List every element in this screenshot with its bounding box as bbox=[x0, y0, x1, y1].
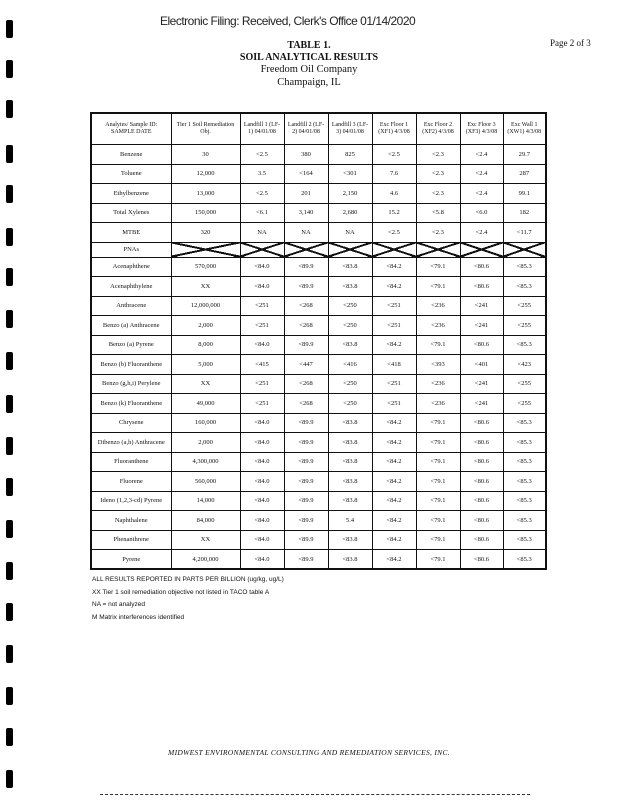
result-cell: <84.0 bbox=[240, 511, 284, 531]
result-cell: <250 bbox=[328, 296, 372, 316]
column-header: Landfill 2 (LF-2) 04/01/08 bbox=[284, 113, 328, 145]
result-cell: 2,000 bbox=[171, 316, 240, 336]
table-row bbox=[91, 316, 546, 336]
result-cell: <401 bbox=[460, 355, 503, 375]
result-cell: 160,000 bbox=[171, 413, 240, 433]
result-cell: <84.2 bbox=[372, 257, 416, 277]
result-cell: 99.1 bbox=[503, 184, 546, 204]
result-cell: <83.8 bbox=[328, 472, 372, 492]
analyte-name: Benzo (a) Anthracene bbox=[91, 316, 171, 336]
analyte-name: Fluorene bbox=[91, 472, 171, 492]
result-cell: <84.0 bbox=[240, 550, 284, 570]
table-row bbox=[91, 511, 546, 531]
result-cell: <2.5 bbox=[372, 223, 416, 243]
result-cell: 4,200,000 bbox=[171, 550, 240, 570]
note-xx: XX Tier 1 soil remediation objective not listed in TACO table A bbox=[92, 588, 270, 596]
analyte-name: Ethylbenzene bbox=[91, 184, 171, 204]
result-cell: <84.0 bbox=[240, 530, 284, 550]
table-header-row bbox=[91, 113, 546, 145]
analyte-name: Benzo (a) Pyrene bbox=[91, 335, 171, 355]
result-cell: <80.6 bbox=[460, 413, 503, 433]
result-cell: <83.8 bbox=[328, 491, 372, 511]
punch-hole bbox=[6, 478, 13, 496]
result-cell: <251 bbox=[240, 394, 284, 414]
table-row bbox=[91, 223, 546, 243]
result-cell: <423 bbox=[503, 355, 546, 375]
table-row bbox=[91, 452, 546, 472]
result-cell: <89.9 bbox=[284, 530, 328, 550]
result-cell: <2.5 bbox=[372, 145, 416, 165]
result-cell: <255 bbox=[503, 374, 546, 394]
page-number: Page 2 of 3 bbox=[550, 38, 591, 48]
result-cell: 3,140 bbox=[284, 203, 328, 223]
result-cell: XX bbox=[171, 530, 240, 550]
result-cell: 49,000 bbox=[171, 394, 240, 414]
result-cell: 12,000,000 bbox=[171, 296, 240, 316]
punch-hole bbox=[6, 520, 13, 538]
result-cell: <255 bbox=[503, 316, 546, 336]
result-cell: <84.2 bbox=[372, 413, 416, 433]
result-cell: <85.3 bbox=[503, 433, 546, 453]
result-cell: 14,000 bbox=[171, 491, 240, 511]
soil-results-table bbox=[90, 112, 547, 570]
column-header: Analytes/ Sample ID: SAMPLE DATE bbox=[91, 113, 171, 145]
result-cell: <79.1 bbox=[416, 511, 460, 531]
result-cell: <89.9 bbox=[284, 413, 328, 433]
result-cell: <241 bbox=[460, 374, 503, 394]
result-cell: 201 bbox=[284, 184, 328, 204]
analyte-name: MTBE bbox=[91, 223, 171, 243]
notes bbox=[92, 574, 284, 624]
result-cell: 150,000 bbox=[171, 203, 240, 223]
table-row bbox=[91, 355, 546, 375]
result-cell: <83.8 bbox=[328, 335, 372, 355]
result-cell: XX bbox=[171, 374, 240, 394]
result-cell: 84,000 bbox=[171, 511, 240, 531]
bottom-rule bbox=[100, 794, 530, 795]
result-cell: <84.2 bbox=[372, 530, 416, 550]
result-cell: <79.1 bbox=[416, 550, 460, 570]
result-cell: <84.0 bbox=[240, 452, 284, 472]
table-row bbox=[91, 394, 546, 414]
table-subtitle: SOIL ANALYTICAL RESULTS bbox=[239, 52, 379, 63]
result-cell: <2.3 bbox=[416, 184, 460, 204]
result-cell: <89.9 bbox=[284, 433, 328, 453]
result-cell: NA bbox=[284, 223, 328, 243]
result-cell: 560,000 bbox=[171, 472, 240, 492]
result-cell: 4,300,000 bbox=[171, 452, 240, 472]
result-cell: NA bbox=[240, 223, 284, 243]
punch-hole bbox=[6, 20, 13, 38]
result-cell: <268 bbox=[284, 316, 328, 336]
result-cell: <79.1 bbox=[416, 277, 460, 297]
result-cell: <236 bbox=[416, 394, 460, 414]
result-cell: 13,000 bbox=[171, 184, 240, 204]
result-cell: <80.6 bbox=[460, 257, 503, 277]
result-cell: <84.0 bbox=[240, 413, 284, 433]
punch-hole bbox=[6, 770, 13, 788]
result-cell: <80.6 bbox=[460, 530, 503, 550]
result-cell: <80.6 bbox=[460, 491, 503, 511]
result-cell: 320 bbox=[171, 223, 240, 243]
punch-hole bbox=[6, 352, 13, 370]
analyte-name: Fluoranthene bbox=[91, 452, 171, 472]
footer-company: MIDWEST ENVIRONMENTAL CONSULTING AND REMEDIATION SERVICES, INC. bbox=[168, 748, 450, 757]
note-units: ALL RESULTS REPORTED IN PARTS PER BILLION (ug/kg, ug/L) bbox=[92, 576, 284, 583]
result-cell: <85.3 bbox=[503, 530, 546, 550]
punch-hole bbox=[6, 645, 13, 663]
result-cell: <2.4 bbox=[460, 145, 503, 165]
crossed-cell bbox=[284, 242, 328, 257]
result-cell: 3.5 bbox=[240, 164, 284, 184]
table-row bbox=[91, 335, 546, 355]
result-cell: <79.1 bbox=[416, 491, 460, 511]
column-header: Exc Wall 1 (XW1) 4/3/08 bbox=[503, 113, 546, 145]
result-cell: 8,000 bbox=[171, 335, 240, 355]
result-cell: 4.6 bbox=[372, 184, 416, 204]
result-cell: 7.6 bbox=[372, 164, 416, 184]
result-cell: 182 bbox=[503, 203, 546, 223]
analyte-name: Ideno (1,2,3-cd) Pyrene bbox=[91, 491, 171, 511]
crossed-cell bbox=[328, 242, 372, 257]
result-cell: <250 bbox=[328, 374, 372, 394]
result-cell: <268 bbox=[284, 296, 328, 316]
crossed-cell bbox=[240, 242, 284, 257]
result-cell: 30 bbox=[171, 145, 240, 165]
company-name: Freedom Oil Company bbox=[260, 64, 358, 75]
result-cell: <89.9 bbox=[284, 550, 328, 570]
result-cell: <250 bbox=[328, 316, 372, 336]
analyte-name: Benzo (k) Fluoranthene bbox=[91, 394, 171, 414]
filing-stamp: Electronic Filing: Received, Clerk's Office 01/14/2020 bbox=[160, 14, 416, 28]
column-header: Exc Floor 1 (XF1) 4/3/08 bbox=[372, 113, 416, 145]
result-cell: <84.0 bbox=[240, 277, 284, 297]
result-cell: <84.2 bbox=[372, 550, 416, 570]
analyte-name: Benzene bbox=[91, 145, 171, 165]
punch-hole bbox=[6, 437, 13, 455]
result-cell: <236 bbox=[416, 316, 460, 336]
punch-hole bbox=[6, 100, 13, 118]
punch-hole bbox=[6, 228, 13, 246]
result-cell: <268 bbox=[284, 394, 328, 414]
result-cell: <83.8 bbox=[328, 452, 372, 472]
result-cell: <2.3 bbox=[416, 145, 460, 165]
result-cell: <84.2 bbox=[372, 335, 416, 355]
result-cell: <83.8 bbox=[328, 413, 372, 433]
result-cell: 2,000 bbox=[171, 433, 240, 453]
table-row bbox=[91, 433, 546, 453]
table-title: TABLE 1. bbox=[287, 40, 331, 51]
result-cell: <84.0 bbox=[240, 472, 284, 492]
punch-hole bbox=[6, 60, 13, 78]
result-cell: <6.0 bbox=[460, 203, 503, 223]
result-cell: <241 bbox=[460, 394, 503, 414]
result-cell: NA bbox=[328, 223, 372, 243]
result-cell: 29.7 bbox=[503, 145, 546, 165]
result-cell: <415 bbox=[240, 355, 284, 375]
column-header: Tier 1 Soil Remediation Obj. bbox=[171, 113, 240, 145]
result-cell: <84.0 bbox=[240, 433, 284, 453]
result-cell: <393 bbox=[416, 355, 460, 375]
result-cell: 5,000 bbox=[171, 355, 240, 375]
result-cell: <79.1 bbox=[416, 530, 460, 550]
note-m: M Matrix interferences identified bbox=[92, 613, 185, 621]
result-cell: 5.4 bbox=[328, 511, 372, 531]
result-cell: <85.3 bbox=[503, 452, 546, 472]
column-header: Landfill 3 (LF-3) 04/01/08 bbox=[328, 113, 372, 145]
result-cell: <89.9 bbox=[284, 511, 328, 531]
table-row bbox=[91, 203, 546, 223]
result-cell: <83.8 bbox=[328, 277, 372, 297]
result-cell: 287 bbox=[503, 164, 546, 184]
result-cell: <255 bbox=[503, 296, 546, 316]
result-cell: <2.5 bbox=[240, 184, 284, 204]
result-cell: <85.3 bbox=[503, 511, 546, 531]
analyte-name: Benzo (b) Fluoranthene bbox=[91, 355, 171, 375]
result-cell: <79.1 bbox=[416, 335, 460, 355]
result-cell: <89.9 bbox=[284, 472, 328, 492]
result-cell: <79.1 bbox=[416, 433, 460, 453]
result-cell: <301 bbox=[328, 164, 372, 184]
punch-hole bbox=[6, 603, 13, 621]
analyte-name: Dibenzo (a,h) Anthracene bbox=[91, 433, 171, 453]
result-cell: <251 bbox=[372, 316, 416, 336]
result-cell: <84.0 bbox=[240, 335, 284, 355]
table-row bbox=[91, 530, 546, 550]
table-row bbox=[91, 145, 546, 165]
note-na: NA = not analyzed bbox=[92, 601, 145, 608]
table-row bbox=[91, 257, 546, 277]
result-cell: <2.4 bbox=[460, 184, 503, 204]
table-row bbox=[91, 184, 546, 204]
result-cell: <255 bbox=[503, 394, 546, 414]
result-cell: <79.1 bbox=[416, 413, 460, 433]
analyte-name: Anthracene bbox=[91, 296, 171, 316]
result-cell: <2.3 bbox=[416, 223, 460, 243]
analyte-name: Pyrene bbox=[91, 550, 171, 570]
result-cell: <251 bbox=[372, 374, 416, 394]
result-cell: <85.3 bbox=[503, 491, 546, 511]
result-cell: <84.2 bbox=[372, 491, 416, 511]
result-cell: <251 bbox=[240, 316, 284, 336]
table-row bbox=[91, 550, 546, 570]
result-cell: <80.6 bbox=[460, 335, 503, 355]
punch-hole bbox=[6, 395, 13, 413]
analyte-name: Naphthalene bbox=[91, 511, 171, 531]
result-cell: <6.1 bbox=[240, 203, 284, 223]
result-cell: 570,000 bbox=[171, 257, 240, 277]
crossed-cell bbox=[503, 242, 546, 257]
crossed-cell bbox=[460, 242, 503, 257]
result-cell: <79.1 bbox=[416, 452, 460, 472]
crossed-cell bbox=[372, 242, 416, 257]
result-cell: <2.5 bbox=[240, 145, 284, 165]
result-cell: <416 bbox=[328, 355, 372, 375]
punch-hole bbox=[6, 728, 13, 746]
result-cell: <84.2 bbox=[372, 472, 416, 492]
result-cell: <80.6 bbox=[460, 511, 503, 531]
result-cell: <89.9 bbox=[284, 452, 328, 472]
analyte-name: Benzo (g,h,i) Perylene bbox=[91, 374, 171, 394]
result-cell: <164 bbox=[284, 164, 328, 184]
result-cell: <84.2 bbox=[372, 277, 416, 297]
result-cell: <447 bbox=[284, 355, 328, 375]
result-cell: <268 bbox=[284, 374, 328, 394]
analyte-name: Chrysene bbox=[91, 413, 171, 433]
column-header: Exc Floor 3 (XF3) 4/3/08 bbox=[460, 113, 503, 145]
result-cell: <84.2 bbox=[372, 511, 416, 531]
crossed-cell bbox=[171, 242, 240, 257]
result-cell: 12,000 bbox=[171, 164, 240, 184]
result-cell: <80.6 bbox=[460, 550, 503, 570]
punch-hole bbox=[6, 310, 13, 328]
punch-hole bbox=[6, 268, 13, 286]
result-cell: <83.8 bbox=[328, 257, 372, 277]
result-cell: <418 bbox=[372, 355, 416, 375]
crossed-cell bbox=[416, 242, 460, 257]
result-cell: <80.6 bbox=[460, 472, 503, 492]
result-cell: <85.3 bbox=[503, 472, 546, 492]
analyte-name: Acenaphthene bbox=[91, 257, 171, 277]
result-cell: <251 bbox=[372, 296, 416, 316]
analyte-name: Acenaphthylene bbox=[91, 277, 171, 297]
punch-hole bbox=[6, 562, 13, 580]
table-row bbox=[91, 472, 546, 492]
result-cell: <236 bbox=[416, 296, 460, 316]
analyte-name: Toluene bbox=[91, 164, 171, 184]
pnas-label: PNAs bbox=[91, 242, 171, 257]
result-cell: <251 bbox=[240, 296, 284, 316]
result-cell: <2.3 bbox=[416, 164, 460, 184]
result-cell: <236 bbox=[416, 374, 460, 394]
column-header: Exc Floor 2 (XF2) 4/3/08 bbox=[416, 113, 460, 145]
result-cell: <85.3 bbox=[503, 257, 546, 277]
result-cell: <241 bbox=[460, 316, 503, 336]
result-cell: <85.3 bbox=[503, 550, 546, 570]
result-cell: <84.2 bbox=[372, 433, 416, 453]
result-cell: <89.9 bbox=[284, 491, 328, 511]
result-cell: <241 bbox=[460, 296, 503, 316]
result-cell: <85.3 bbox=[503, 413, 546, 433]
result-cell: <2.4 bbox=[460, 223, 503, 243]
result-cell: 15.2 bbox=[372, 203, 416, 223]
result-cell: <84.0 bbox=[240, 257, 284, 277]
result-cell: <85.3 bbox=[503, 277, 546, 297]
result-cell: XX bbox=[171, 277, 240, 297]
table-row bbox=[91, 164, 546, 184]
table-row bbox=[91, 296, 546, 316]
analyte-name: Phenanthrene bbox=[91, 530, 171, 550]
result-cell: <84.2 bbox=[372, 452, 416, 472]
punch-hole bbox=[6, 185, 13, 203]
table-row bbox=[91, 374, 546, 394]
result-cell: 2,150 bbox=[328, 184, 372, 204]
analyte-name: Total Xylenes bbox=[91, 203, 171, 223]
result-cell: <80.6 bbox=[460, 452, 503, 472]
table-row bbox=[91, 491, 546, 511]
result-cell: <85.3 bbox=[503, 335, 546, 355]
result-cell: <80.6 bbox=[460, 433, 503, 453]
result-cell: 380 bbox=[284, 145, 328, 165]
result-cell: <79.1 bbox=[416, 472, 460, 492]
result-cell: <83.8 bbox=[328, 530, 372, 550]
table-row bbox=[91, 413, 546, 433]
result-cell: <2.4 bbox=[460, 164, 503, 184]
result-cell: <84.0 bbox=[240, 491, 284, 511]
result-cell: <83.8 bbox=[328, 550, 372, 570]
column-header: Landfill 1 (LF-1) 04/01/08 bbox=[240, 113, 284, 145]
result-cell: 825 bbox=[328, 145, 372, 165]
result-cell: <5.8 bbox=[416, 203, 460, 223]
result-cell: <251 bbox=[240, 374, 284, 394]
result-cell: <83.8 bbox=[328, 433, 372, 453]
punch-hole bbox=[6, 687, 13, 705]
result-cell: <11.7 bbox=[503, 223, 546, 243]
table-row bbox=[91, 277, 546, 297]
pnas-row bbox=[91, 242, 546, 257]
result-cell: <251 bbox=[372, 394, 416, 414]
result-cell: <89.9 bbox=[284, 257, 328, 277]
result-cell: <80.6 bbox=[460, 277, 503, 297]
punch-hole bbox=[6, 145, 13, 163]
result-cell: <79.1 bbox=[416, 257, 460, 277]
result-cell: <89.9 bbox=[284, 335, 328, 355]
location: Champaign, IL bbox=[277, 77, 341, 88]
result-cell: 2,680 bbox=[328, 203, 372, 223]
result-cell: <250 bbox=[328, 394, 372, 414]
result-cell: <89.9 bbox=[284, 277, 328, 297]
